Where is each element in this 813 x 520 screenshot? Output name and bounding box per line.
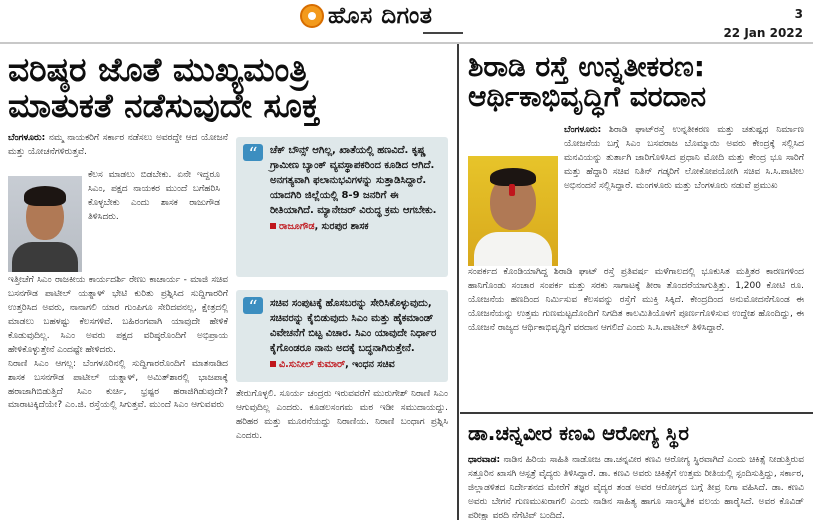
pull-quote (236, 137, 448, 277)
second-story-headline (468, 52, 808, 112)
newspaper-logo (300, 3, 432, 29)
newspaper-name: ಹೊಸ ದಿಗಂತ (328, 3, 433, 29)
lead-story (0, 44, 456, 520)
second-story-body: ಸಂಪರ್ಕದ ಕೊಂಡಿಯಾಗಿದ್ದ ಶಿರಾಡಿ ಘಾಟ್ ರಸ್ತೆ ಪ್ರತಿವರ್ಷ ಮಳೆಗಾಲದಲ್ಲಿ ಭೂಕುಸಿತ ಮತ್ತಿತರ ಕಾರಣಗಳಿಂದ ಹಾನಿಗೊಂಡು ಸಂಚಾರ ಸಂಪರ್ಕ ಮತ್ತು ಸರಕು ಸಾಗಾಟಕ್ಕೆ ತೀರಾ ತೊಂದರೆಯಾಗುತ್ತಿತ್ತು. 1,200 ಕೋಟಿ ರೂ. ಯೋಜನೆಯ ಹಣದಿಂದ ನಿರ್ಮಿಸುವ ಕೆಲಸವನ್ನು ರಸ್ತೆಗೆ ಮುಕ್ತಿ ಸಿಕ್ಕಿದೆ. ಕೇಂದ್ರದಿಂದ ಅನುಮೋದನೆಗೊಂಡ ಈ ಯೋಜನೆಯನ್ನು ಉತ್ತಮ ಗುಣಮಟ್ಟದೊಂದಿಗೆ ನಿಗದಿತ ಕಾಲಮಿತಿಯೊಳಗೆ ಪೂರ್ಣಗೊಳಿಸುವ ಉದ್ದೇಶ ಹೊಂದಿದ್ದು, ಈ ಯೋಜನೆ ರಾಜ್ಯದ ಆರ್ಥಿಕಾಭಿವೃದ್ಧಿಗೆ ವರದಾನ ಆಗಲಿದೆ ಎಂದು ಸಿ.ಸಿ.ಪಾಟೀಲ್ ತಿಳಿಸಿದ್ದಾರೆ. (468, 267, 804, 333)
lead-story-wrap-text: ಕೆಲಸ ಮಾಡಲು ಬಿಡಬೇಕು. ಏನೇ ಇದ್ದರೂ ಸಿಎಂ, ಪಕ್ಷದ ನಾಯಕರ ಮುಂದೆ ಬಗೆಹರಿಸಿ ಕೊಳ್ಳಬೇಕು ಎಂದು ಶಾಸಕ ರಾಜುಗೌಡ ತಿಳಿಸಿದರು. (88, 170, 220, 222)
quote-author-role: , ಇಂಧನ ಸಚಿವ (345, 359, 395, 370)
lead-story-body (8, 274, 228, 413)
quote-icon: “ (243, 144, 263, 161)
column-divider (457, 44, 459, 520)
pull-quote-attribution (270, 359, 440, 370)
quote-icon: “ (243, 297, 263, 314)
lead-paragraph: ಶಿರಾಡಿ ಘಾಟ್‌ರಸ್ತೆ ಉನ್ನತೀಕರಣ ಮತ್ತು ಚತುಷ್ಪಥ ನಿರ್ಮಾಣ ಯೋಜನೆಯ ಬಗ್ಗೆ ಸಿಎಂ ಬಸವರಾಜ ಬೊಮ್ಮಾಯಿ ಅವರು ಕೇಂದ್ರಕ್ಕೆ ಸಲ್ಲಿಸಿದ ಮನವಿಯನ್ನು ತುರ್ತಾಗಿ ಜಾರಿಗೊಳಿಸಿದ ಪ್ರಧಾನಿ ಮೋದಿ ಮತ್ತು ಕೇಂದ್ರ ಭೂ ಸಾರಿಗೆ ಮತ್ತು ಹೆದ್ದಾರಿ ಸಚಿವ ನಿತಿನ್ ಗಡ್ಕರಿಗೆ ಲೋಕೋಪಯೋಗಿ ಸಚಿವ ಸಿ.ಸಿ.ಪಾಟೀಲ ಅಭಿನಂದನೆ ಸಲ್ಲಿಸಿದ್ದಾರೆ. ಮಂಗಳೂರು ಮತ್ತು ಬೆಂಗಳೂರು ನಡುವೆ ಪ್ರಮುಖ (564, 125, 804, 191)
lead-story-headline (8, 52, 448, 123)
headline-line: ಆರ್ಥಿಕಾಭಿವೃದ್ಧಿಗೆ ವರದಾನ (468, 80, 707, 114)
pull-quote-text: ಚೆಕ್ ಬೌನ್ಸ್ ಆಗಿಲ್ಲ, ಖಾತೆಯಲ್ಲಿ ಹಣವಿದೆ. ಕೃಷ್ಣ ಗ್ರಾಮೀಣ ಬ್ಯಾಂಕ್ ವ್ಯವಸ್ಥಾಪಕರಿಂದ ಕೂಡಿದ ಆಗಿದೆ. ಅನಗತ್ಯವಾಗಿ ಫಲಾನುಭವಿಗಳನ್ನು ಸುತ್ತಾಡಿಸಿದ್ದಾರೆ. ಯಾದಗಿರಿ ಜಿಲ್ಲೆಯಲ್ಲಿ 8-9 ಜನರಿಗೆ ಈ ರೀತಿಯಾಗಿದೆ. ಮ್ಯಾನೇಜರ್ ವಿರುದ್ಧ ಕ್ರಮ ಆಗಬೇಕು. (270, 145, 437, 216)
body-paragraph: ನಿರಾಣಿ ಸಿಎಂ ಆಗಲ್ಲ: ಬೆಂಗಳೂರಿನಲ್ಲಿ ಸುದ್ದಿಗಾರರೊಂದಿಗೆ ಮಾತನಾಡಿದ ಶಾಸಕ ಬಸನಗೌಡ ಪಾಟೀಲ್ ಯತ್ನಾಳ್, ಅಮಿತ್‌ಶಾರಲ್ಲಿ ಭಾಜಪಾಕ್ಕೆ ಹರಾಜಾಗಿಬಿಡುತ್ತಿದೆ ಸಿಎಂ ಕುರ್ಚಿ, ಭ್ರಷ್ಟರ ಹರಾಜಿಗಿಡುವುದೇ? ಮಾರಾಟಕ್ಕಿದೆಯೇ? ಎಂ.ಜಿ. ರಸ್ತೆಯಲ್ಲಿ ಸಿಗುತ್ತವೆ. ಮುಂದೆ ಸಿಎಂ ಆಗುವವರು (8, 358, 228, 411)
politician-photo (8, 176, 82, 272)
dateline: ಧಾರವಾಡ: (468, 455, 501, 465)
pull-quote (236, 290, 448, 382)
minister-photo (468, 156, 558, 266)
quote-author-role: , ಸುರಪುರ ಶಾಸಕ (314, 221, 369, 232)
third-story-headline: ಡಾ.ಚನ್ನವೀರ ಕಣವಿ ಆರೋಗ್ಯ ಸ್ಥಿರ (468, 421, 689, 445)
quote-author: ರಾಜೂಗೌಡ (279, 221, 315, 232)
dateline: ಬೆಂಗಳೂರು: (8, 133, 46, 143)
masthead (0, 0, 813, 44)
bullet-square-icon (270, 223, 276, 229)
edition-date: 22 Jan 2022 (723, 26, 803, 40)
story-divider (460, 412, 813, 414)
lead-story-intro (8, 132, 228, 160)
quote-author: ವಿ.ಸುನೀಲ್ ಕುಮಾರ್ (279, 359, 346, 370)
body-paragraph: ಇತ್ತೀಚೆಗೆ ಸಿಎಂ ರಾಜಕೀಯ ಕಾರ್ಯದರ್ಶಿ ರೇಣು ಕಾಚಾರ್ಯ - ಮಾಜಿ ಸಚಿವ ಬಸನಗೌಡ ಪಾಟೀಲ್ ಯತ್ನಾಳ್ ಭೇಟಿ ಕುರಿತು ಪ್ರಶ್ನಿಸಿದ ಸುದ್ದಿಗಾರರಿಗೆ ಉತ್ತರಿಸಿದ ಅವರು, ನಾನಾಗಲಿ ಯಾರ ಗುಂಪಿಗೂ ಸೇರಿದವನಲ್ಲ, ಕ್ಷೇತ್ರದಲ್ಲಿ ಮಾಡಲು ಬಹಳಷ್ಟು ಕೆಲಸಗಳಿವೆ. ಬಹಿರಂಗವಾಗಿ ಯಾವುದೇ ಹೇಳಿಕೆ ಕೊಡುವುದಿಲ್ಲ. ಸಿಎಂ ಅವರು ಪಕ್ಷದ ವರಿಷ್ಠರೊಂದಿಗೆ ಅಭಿಪ್ರಾಯ ಹೇಳಿಕೊಳ್ಳುತ್ತೇನೆ ಎಂದಷ್ಟೇ ಹೇಳಿದರು. (8, 275, 228, 355)
lead-paragraph: ನಮ್ಮ ನಾಯಕರಿಗೆ ಸರ್ಕಾರ ನಡೆಸಲು ಅವರದ್ದೇ ಆದ ಯೋಜನೆ ಮತ್ತು ಯೋಚನೆಗಳಿರುತ್ತವೆ. (8, 133, 228, 157)
headline-line: ಮಾತುಕತೆ ನಡೆಸುವುದೇ ಸೂಕ್ತ (8, 85, 320, 125)
second-story-wrap-text (564, 124, 804, 194)
third-story-body (468, 454, 804, 520)
pull-quote-attribution (270, 221, 440, 232)
sun-logo-icon (300, 4, 324, 28)
dateline: ಬೆಂಗಳೂರು: (564, 125, 602, 135)
pull-quote-text: ಸಚಿವ ಸಂಪುಟಕ್ಕೆ ಹೊಸಬರನ್ನು ಸೇರಿಸಿಕೊಳ್ಳುವುದು, ಸಚಿವರನ್ನು ಕೈಬಿಡುವುದು ಸಿಎಂ ಮತ್ತು ಹೈಕಮಾಂಡ್ ವಿವೇಚನೆಗೆ ಬಿಟ್ಟ ವಿಚಾರ. ಸಿಎಂ ಯಾವುದೇ ನಿರ್ಧಾರ ಕೈಗೊಂಡರೂ ನಾನು ಅದಕ್ಕೆ ಬದ್ಧನಾಗಿರುತ್ತೇನೆ. (270, 298, 437, 354)
second-story (460, 44, 813, 520)
lead-story-continuation: ತೇರುಗೊಳ್ಳಲಿ. ಸೂರ್ಯ ಚಂದ್ರರು ಇರುವವರೆಗೆ ಮುರುಗೇಶ್ ನಿರಾಣಿ ಸಿಎಂ ಆಗುವುದಿಲ್ಲ ಎಂದರು. ಕೂಡಲಸಂಗಮ ಮಠ ಇಡೀ ಸಮುದಾಯದ್ದು. ಹರಿಹರ ಮತ್ತು ಮೂರನೆಯದ್ದು ನಿರಾಣಿಯ. ನಿರಾಣಿ ಬಂಧಾಗ ಪ್ರಶ್ನಿಸಿ ಎಂದರು. (236, 389, 448, 441)
page-number: 3 (794, 7, 803, 21)
headline-line: ವರಿಷ್ಠರ ಜೊತೆ ಮುಖ್ಯಮಂತ್ರಿ (8, 50, 309, 89)
body-paragraph: ನಾಡಿನ ಹಿರಿಯ ಸಾಹಿತಿ ನಾಡೋಜ ಡಾ.ಚನ್ನವೀರ ಕಣವಿ ಆರೋಗ್ಯ ಸ್ಥಿರವಾಗಿದೆ ಎಂದು ಚಿಕಿತ್ಸೆ ನೀಡುತ್ತಿರುವ ಸತ್ತೂರಿನ ಖಾಸಗಿ ಆಸ್ಪತ್ರೆ ವೈದ್ಯರು ತಿಳಿಸಿದ್ದಾರೆ. ಡಾ. ಕಣವಿ ಅವರು ಚಿಕಿತ್ಸೆಗೆ ಉತ್ತಮ ರೀತಿಯಲ್ಲಿ ಸ್ಪಂದಿಸುತ್ತಿದ್ದು, ಸರ್ಕಾರ, ಜಿಲ್ಲಾಡಳಿತದ ನಿರ್ದೇಶನದ ಮೇರೆಗೆ ತಜ್ಞರ ವೈದ್ಯರ ತಂಡ ಅವರ ಆರೋಗ್ಯದ ಬಗ್ಗೆ ತೀವ್ರ ನಿಗಾ ವಹಿಸಿದೆ. ಡಾ. ಕಣವಿ ಅವರು ಬೇಗನೆ ಗುಣಮುಖರಾಗಲಿ ಎಂದು ನಾಡಿನ ಸಾಹಿತ್ಯ ಹಾಗೂ ಸಾಂಸ್ಕೃತಿಕ ವಲಯ ಹಾರೈಸಿದೆ. ಅವರ ಕೊವಿಡ್ ಪರೀಕ್ಷಾ ವರದಿ ನೆಗೆಟಿವ್ ಬಂದಿದೆ. (468, 455, 804, 520)
bullet-square-icon (270, 361, 276, 367)
logo-tagline-rule (423, 32, 463, 34)
headline-line: ಶಿರಾಡಿ ರಸ್ತೆ ಉನ್ನತೀಕರಣ: (468, 50, 705, 83)
